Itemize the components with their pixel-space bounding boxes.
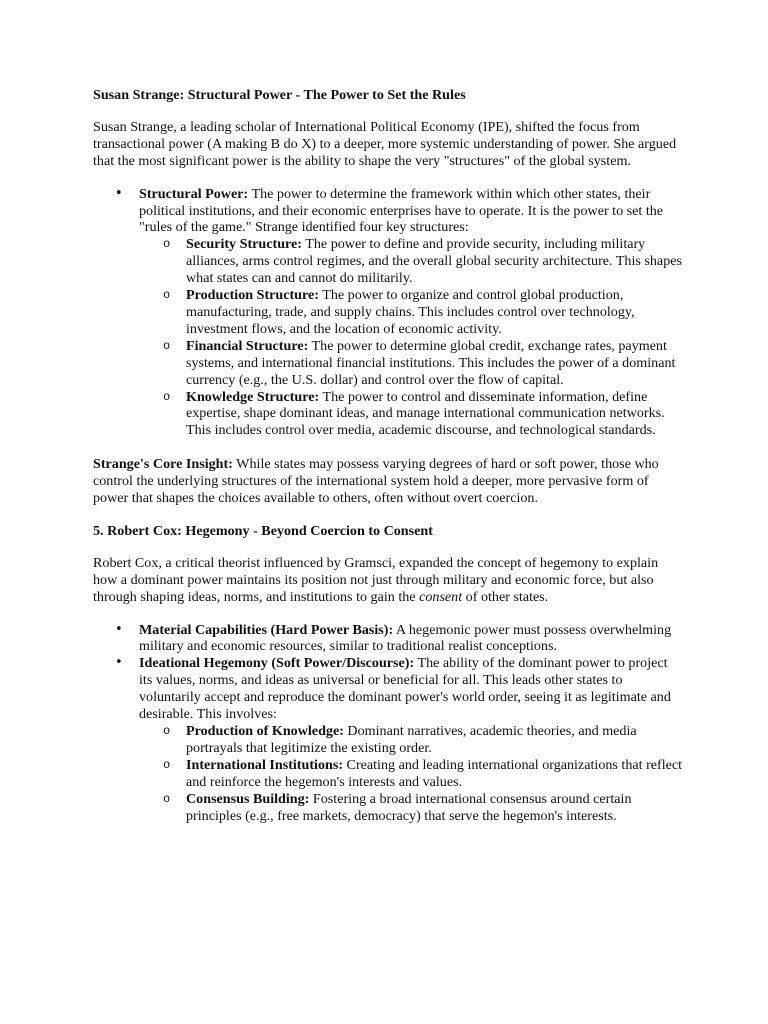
intro-text: Susan Strange, a leading scholar of International Political Economy (IPE), shifted the focus from transactional power (A making B do X) to a deeper, more systemic understanding of power. She argued that the most significant power is the ability to shape the very "structures" of the global system. bbox=[93, 118, 677, 169]
sub-item-label: Production of Knowledge: bbox=[186, 723, 344, 739]
sub-item-text: The power to define and provide security, including military alliances, arms control regimes, and the overall global security architecture. This shapes what states can and cannot do militarily. bbox=[186, 236, 682, 287]
core-insight-label: Strange's Core Insight: bbox=[93, 456, 233, 473]
intro-text-before: Robert Cox, a critical theorist influenced by Gramsci, expanded the concept of hegemony to explain how a dominant power maintains its position not just through military and economic force, but also through shaping ideas, norms, and institutions to gain the bbox=[93, 554, 659, 605]
sub-item-institutions bbox=[186, 757, 683, 791]
sub-item-security bbox=[186, 236, 683, 287]
core-insight-text: While states may possess varying degrees of hard or soft power, those who control the underlying structures of the international system hold a deeper, more pervasive form of power that shapes the choices available to others, often without overt coercion. bbox=[93, 456, 659, 507]
bullet-label: Material Capabilities (Hard Power Basis): bbox=[139, 621, 394, 638]
sub-item-knowledge bbox=[186, 389, 683, 440]
sub-item-text: The power to organize and control global production, manufacturing, trade, and supply chains. This includes control over technology, investment flows, and the location of economic activity. bbox=[186, 287, 635, 337]
document-page bbox=[93, 87, 683, 841]
strange-bullet-list bbox=[93, 186, 683, 440]
bullet-material-capabilities bbox=[139, 622, 683, 656]
intro-text-after: of other states. bbox=[462, 588, 549, 605]
sub-item-label: Knowledge Structure: bbox=[186, 388, 320, 405]
section-heading-strange: Susan Strange: Structural Power - The Power to Set the Rules bbox=[93, 87, 466, 103]
sub-item-label: Financial Structure: bbox=[186, 337, 309, 354]
sub-item-production bbox=[186, 287, 683, 338]
sub-item-text: Dominant narratives, academic theories, and media portrayals that legitimize the existing order. bbox=[186, 723, 637, 756]
bullet-ideational-hegemony bbox=[139, 655, 683, 824]
bullet-label: Ideational Hegemony (Soft Power/Discourse): bbox=[139, 655, 415, 672]
bullet-label: Structural Power: bbox=[139, 185, 249, 202]
bullet-structural-power bbox=[139, 186, 683, 440]
sub-item-label: Production Structure: bbox=[186, 287, 319, 304]
structures-sub-list bbox=[139, 236, 683, 439]
sub-item-label: International Institutions: bbox=[186, 756, 344, 773]
section-heading-cox: 5. Robert Cox: Hegemony - Beyond Coercion to Consent bbox=[93, 522, 433, 539]
sub-item-knowledge-production bbox=[186, 723, 683, 757]
sub-item-label: Consensus Building: bbox=[186, 790, 310, 807]
sub-item-label: Security Structure: bbox=[186, 236, 302, 253]
intro-paragraph-cox bbox=[93, 555, 683, 606]
sub-item-consensus bbox=[186, 791, 683, 825]
bullet-text: A hegemonic power must possess overwhelming military and economic resources, similar to traditional realist conceptions. bbox=[139, 621, 672, 655]
sub-item-text: The power to control and disseminate information, define expertise, shape dominant ideas, and manage international communication networks. This includes control over media, academic discourse, and technological standards. bbox=[186, 388, 665, 439]
ideational-sub-list bbox=[139, 723, 683, 824]
cox-bullet-list bbox=[93, 622, 683, 825]
sub-item-financial bbox=[186, 338, 683, 389]
sub-item-text: Creating and leading international organizations that reflect and reinforce the hegemon's interests and values. bbox=[186, 756, 683, 790]
intro-paragraph-strange bbox=[93, 119, 683, 170]
sub-item-text: The power to determine global credit, exchange rates, payment systems, and international financial institutions. This includes the power of a dominant currency (e.g., the U.S. dollar) and control over the flow of capital. bbox=[186, 337, 676, 388]
sub-item-text: Fostering a broad international consensus around certain principles (e.g., free markets, democracy) that serve the hegemon's interests. bbox=[186, 790, 632, 824]
bullet-text: The ability of the dominant power to project its values, norms, and ideas as universal or beneficial for all. This leads other states to voluntarily accept and reproduce the dominant power's world order, seeing it as legitimate and desirable. This involves: bbox=[139, 655, 671, 723]
intro-emphasis: consent bbox=[419, 588, 463, 605]
bullet-text: The power to determine the framework within which other states, their political institutions, and their economic enterprises have to operate. It is the power to set the "rules of the game." Strange identified four key structures: bbox=[139, 185, 664, 236]
core-insight-paragraph bbox=[93, 456, 683, 507]
